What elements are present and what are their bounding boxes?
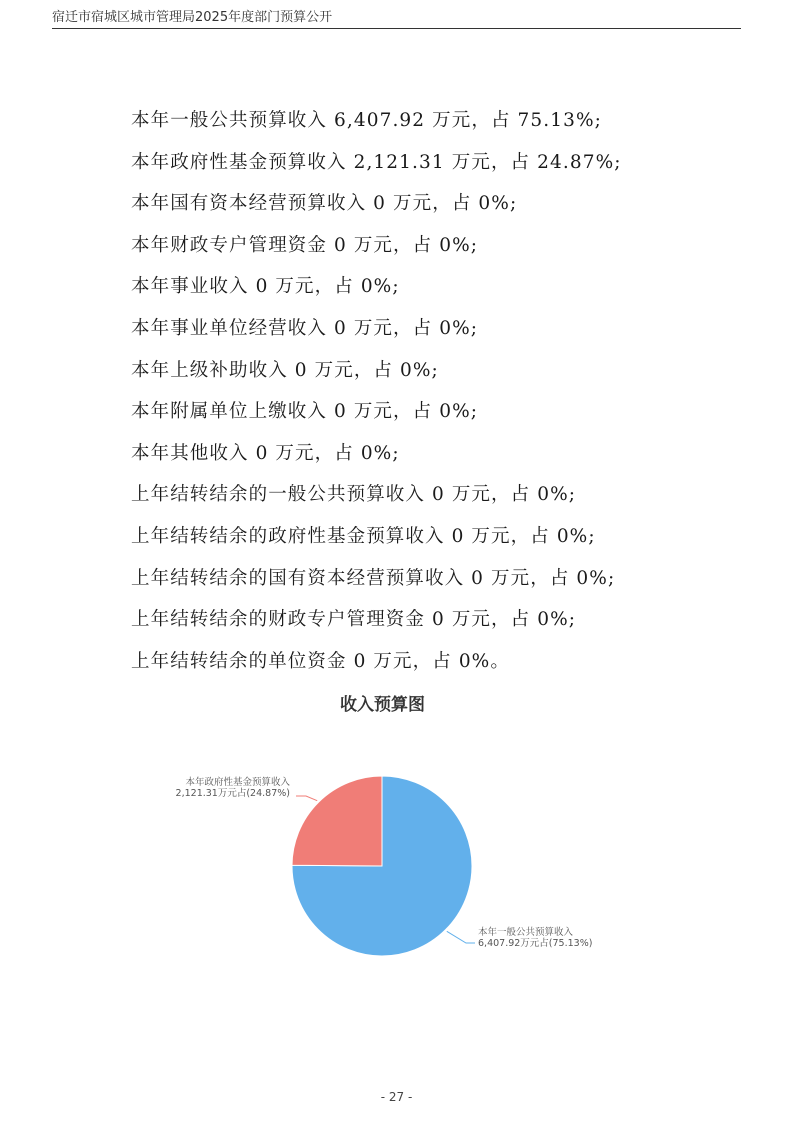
income-line: 上年结转结余的国有资本经营预算收入 0 万元，占 0%; xyxy=(131,567,616,589)
chart-title: 收入预算图 xyxy=(340,695,425,715)
income-line: 本年财政专户管理资金 0 万元，占 0%; xyxy=(131,234,479,256)
slice-label: 6,407.92万元占(75.13%) xyxy=(478,938,593,949)
income-line: 本年国有资本经营预算收入 0 万元，占 0%; xyxy=(131,193,518,215)
slice-label: 本年一般公共预算收入 xyxy=(478,927,574,938)
label-leader-line xyxy=(447,931,475,943)
label-leader-line xyxy=(296,796,317,801)
income-line: 上年结转结余的一般公共预算收入 0 万元，占 0%; xyxy=(131,484,577,506)
income-line: 上年结转结余的单位资金 0 万元，占 0%。 xyxy=(131,650,510,672)
income-line: 本年政府性基金预算收入 2,121.31 万元，占 24.87%; xyxy=(131,151,622,173)
slice-label: 2,121.31万元占(24.87%) xyxy=(175,788,290,799)
slice-label: 本年政府性基金预算收入 xyxy=(185,777,290,788)
page-header: 宿迁市宿城区城市管理局2025年度部门预算公开 xyxy=(52,10,333,25)
income-line: 本年其他收入 0 万元，占 0%; xyxy=(131,442,400,464)
income-line: 本年上级补助收入 0 万元，占 0%; xyxy=(131,359,439,381)
income-line: 本年一般公共预算收入 6,407.92 万元，占 75.13%; xyxy=(131,110,602,131)
income-line: 本年事业单位经营收入 0 万元，占 0%; xyxy=(131,317,479,339)
income-line: 本年事业收入 0 万元，占 0%; xyxy=(131,276,400,298)
income-line: 上年结转结余的财政专户管理资金 0 万元，占 0%; xyxy=(131,609,577,631)
income-line: 本年附属单位上缴收入 0 万元，占 0%; xyxy=(131,401,479,423)
income-line: 上年结转结余的政府性基金预算收入 0 万元，占 0%; xyxy=(131,525,596,547)
page-number: - 27 - xyxy=(380,1090,413,1104)
pie-slice xyxy=(292,776,382,866)
